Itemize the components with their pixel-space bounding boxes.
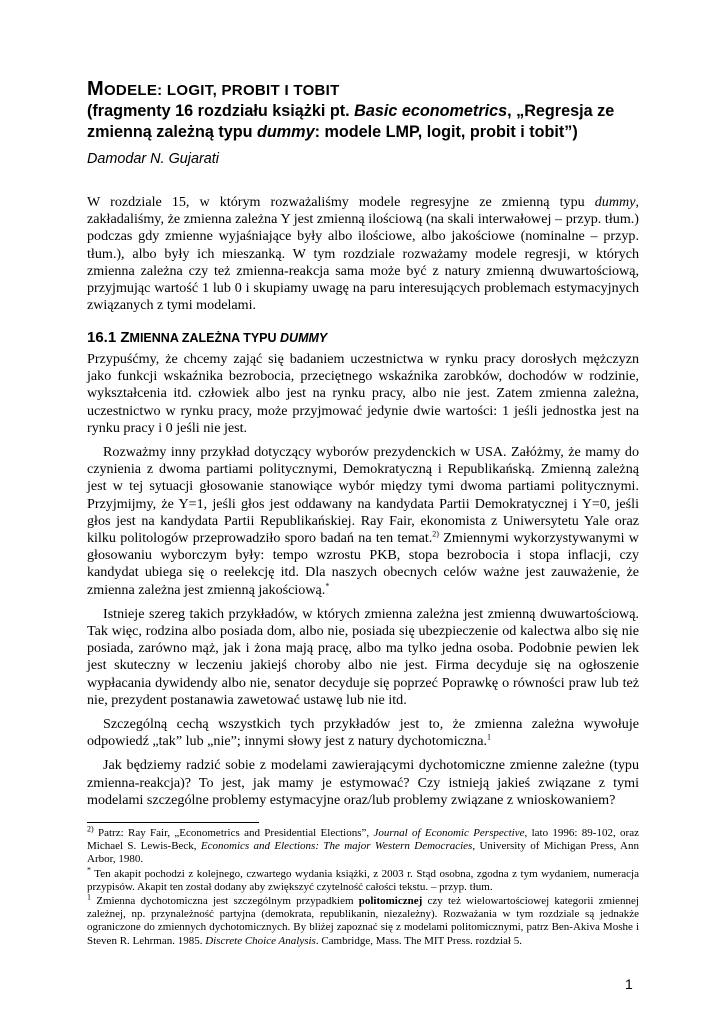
footnote-text: , University of Michigan Press, Ann Arbor, 1980. [87, 840, 639, 866]
chapter-title [87, 78, 647, 101]
intro-dummy: dummy [594, 194, 636, 210]
intro-paragraph [87, 194, 639, 314]
footnote-ref[interactable]: 1 [487, 732, 491, 742]
footnotes [87, 824, 639, 949]
footnote-journal: Journal of Economic Perspective [373, 827, 525, 839]
page-number: 1 [625, 976, 633, 992]
footnote-text: Ten akapit pochodzi z kolejnego, czwartego wydania książki, z 2003 r. Stąd osobna, zgodna z tym wydaniem, numeracja przypisów. Akapit ten został dodany aby zwiększyć czytelność całości tekstu. – przyp. tłum. [87, 867, 639, 893]
paragraph-1: Przypuśćmy, że chcemy zająć się badaniem uczestnictwa w rynku pracy dorosłych mężczyzn jako funkcji wskaźnika bezrobocia, przeciętnego wskaźnika zarobków, dochodów w rodzinie, wykształcenia itd. człowiek albo jest na rynku pracy, albo nie jest. Zatem zmienna zależna, uczestnictwo w rynku pracy, może przyjmować jedynie dwie wartości: 1 jeśli jednostka jest na rynku pracy i 0 jeśli nie jest. [87, 351, 639, 436]
section-title-dummy: DUMMY [280, 331, 328, 345]
footnote-text: , lato 1996: 89-102, oraz Michael S. Lewis-Beck, [87, 827, 639, 853]
footnote-2 [87, 824, 639, 867]
footnote-mark: 2) [87, 824, 94, 834]
section-title-rest: MIENNA ZALEŻNA TYPU [129, 331, 281, 345]
footnote-text: Patrz: Ray Fair, „Econometrics and Presidential Elections”, [93, 827, 374, 839]
intro-text: , zakładaliśmy, że zmienna zależna Y jest zmienną ilościową (na skali interwałowej – przyp. tłum.) podczas gdy zmienne wyjaśniające były albo ilościowe, albo jakościowe (nominalne – przyp. tłum.), albo były ich mieszanką. W tym rozdziale rozważamy modele regresji, w których zmienna zależna czy też zmienna-reakcja sama może być z natury zmienną dwuwartościową, przyjmując wartość 1 lub 0 i skupiamy uwagę na paru interesujących problemach estymacyjnych związanych z tymi modelami. [87, 194, 639, 314]
subtitle-part: : modele LMP, logit, probit i tobit”) [314, 123, 578, 141]
footnote-book: Discrete Choice Analysis [205, 934, 316, 947]
section-heading [87, 329, 327, 346]
paragraph-text: Szczególną cechą wszystkich tych przykładów jest to, że zmienna zależna wywołuje odpowiedź „tak” lub „nie”; innymi słowy jest z natury dychotomiczna. [87, 716, 639, 750]
subtitle-dummy: dummy [257, 123, 315, 141]
subtitle-book-title: Basic econometrics [354, 102, 508, 120]
subtitle-part: , „Regresja ze zmienną zależną typu [87, 102, 615, 141]
footnote-text: czy też wielowartościowej kategorii zmiennej zależnej, np. przynależność partyjna (demokrata, republikanin, niezależny). Rozważania w tym rozdziale są jednakże ograniczone do zmiennych dychotomicznych. By bliżej zapoznać się z modelami politomicznymi, patrz Ben-Akiva Moshe i Steven R. Lehrman. 1985. [87, 895, 639, 947]
footnote-bold: politomicznej [358, 895, 423, 908]
title-initial: M [87, 78, 104, 100]
section-number: 16.1 [87, 329, 121, 346]
footnote-divider [87, 822, 259, 823]
author-name: Damodar N. Gujarati [87, 151, 219, 167]
intro-text: W rozdziale 15, w którym rozważaliśmy modele regresyjne ze zmienną typu [87, 194, 595, 210]
footnote-text: . Cambridge, Mass. The MIT Press. rozdział 5. [315, 934, 522, 947]
paragraph-text: Rozważmy inny przykład dotyczący wyborów prezydenckich w USA. Załóżmy, że mamy do czynienia z dwoma partiami politycznymi, Demokratyczną i Republikańską. Zmienną zależną jest w tej sytuacji głosowanie stanowiące wybór między tymi dwoma partiami politycznymi. Przyjmijmy, że Y=1, jeśli głos jest oddawany na kandydata Partii Demokratycznej i Y=0, jeśli głos jest na kandydata Partii Republikańskiej. Ray Fair, ekonomista z Uniwersytetu Yale oraz kilku politologów przeprowadziło sporo badań na ten temat. [87, 444, 639, 547]
footnote-mark: * [87, 864, 91, 874]
paragraph-4 [87, 716, 639, 750]
footnote-ref[interactable]: 2) [432, 529, 439, 539]
title-rest: ODELE: LOGIT, PROBIT I TOBIT [103, 82, 340, 99]
footnote-book: Economics and Elections: The major Western Democracies [200, 840, 473, 853]
paragraph-3: Istnieje szereg takich przykładów, w których zmienna zależna jest zmienną dwuwartościową. Tak więc, rodzina albo posiada dom, albo nie, posiada się ubezpieczenie od kalectwa albo się nie posiada, zarówno mąż, jak i żona mają pracę, albo ma tylko jedna osoba. Podobnie pewien lek jest skuteczny w leczeniu jakiejś choroby albo nie jest. Firma decyduje się na ogłoszenie wypłacania dywidendy albo nie, senator decyduje się poprzeć Poprawkę o równości praw lub też nie, prezydent postanawia zawetować ustawę lub nie itd. [87, 605, 639, 708]
footnote-1 [87, 892, 639, 948]
paragraph-2 [87, 444, 639, 599]
chapter-subtitle [87, 101, 647, 143]
section-body [87, 351, 639, 816]
footnote-ref[interactable]: * [325, 580, 330, 590]
footnote-star [87, 864, 639, 894]
paragraph-5: Jak będziemy radzić sobie z modelami zawierającymi dychotomiczne zmienne zależne (typu zmienna-reakcja)? To jest, jak mamy je estymować? Czy istnieją jakieś związane z tymi modelami szczególne problemy estymacyjne oraz/lub problemy związane z wnioskowaniem? [87, 757, 639, 808]
footnote-mark: 1 [87, 892, 91, 902]
section-initial: Z [120, 329, 130, 346]
subtitle-part: (fragmenty 16 rozdziału książki pt. [87, 102, 355, 120]
paragraph-text: Zmiennymi wykorzystywanymi w głosowaniu wyborczym były: tempo wzrostu PKB, stopa bezrobocia i stopa inflacji, czy kandydat ubiega się o reelekcję itd. Dla naszych obecnych celów ważne jest zauważenie, że zmienna zależna jest zmienną jakościową. [87, 530, 639, 598]
footnote-text: Zmienna dychotomiczna jest szczególnym przypadkiem [91, 895, 359, 908]
